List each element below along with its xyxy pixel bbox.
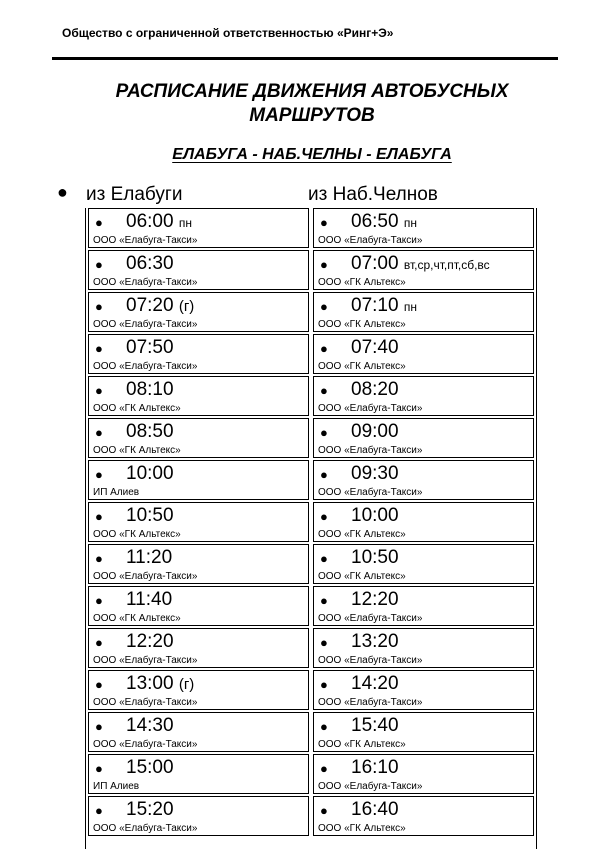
list-bullet-icon: ● xyxy=(57,182,68,202)
departure-time: 13:00 xyxy=(126,673,174,694)
departure-time: 15:40 xyxy=(351,715,399,736)
carrier-name: ООО «Елабуга-Такси» xyxy=(93,655,198,666)
departure-time: 10:50 xyxy=(351,547,399,568)
carrier-name: ООО «Елабуга-Такси» xyxy=(93,235,198,246)
header-divider xyxy=(52,57,558,60)
departure-time-line xyxy=(126,757,174,779)
page-title-line-1: РАСПИСАНИЕ ДВИЖЕНИЯ АВТОБУСНЫХ xyxy=(115,81,509,102)
departure-time-line xyxy=(126,379,174,401)
schedule-cell-from-chelny xyxy=(313,460,534,500)
schedule-cell-from-chelny xyxy=(313,376,534,416)
departure-days-note: пн xyxy=(178,216,192,230)
carrier-name: ООО «ГК Альтекс» xyxy=(318,739,406,750)
carrier-name: ООО «Елабуга-Такси» xyxy=(93,739,198,750)
bullet-icon: ● xyxy=(95,803,103,818)
bullet-icon: ● xyxy=(320,299,328,314)
departure-time-line xyxy=(126,253,174,275)
bullet-icon: ● xyxy=(320,215,328,230)
bullet-icon: ● xyxy=(95,425,103,440)
departure-time-line xyxy=(351,757,399,779)
bullet-icon: ● xyxy=(320,551,328,566)
schedule-cell-from-elabuga xyxy=(88,712,309,752)
departure-days-note: пн xyxy=(403,216,417,230)
table-outer-border-left xyxy=(85,208,86,849)
carrier-name: ООО «ГК Альтекс» xyxy=(318,571,406,582)
departure-time-line xyxy=(126,505,174,527)
schedule-cell-from-chelny xyxy=(313,418,534,458)
departure-time-line xyxy=(351,589,399,611)
schedule-cell-from-elabuga xyxy=(88,418,309,458)
departure-time: 07:10 xyxy=(351,295,399,316)
schedule-cell-from-elabuga xyxy=(88,754,309,794)
company-name: Общество с ограниченной ответственностью «Ринг+Э» xyxy=(62,26,394,40)
carrier-name: ООО «Елабуга-Такси» xyxy=(93,319,198,330)
bullet-icon: ● xyxy=(320,467,328,482)
bullet-icon: ● xyxy=(320,383,328,398)
carrier-name: ООО «ГК Альтекс» xyxy=(93,529,181,540)
schedule-cell-from-chelny xyxy=(313,586,534,626)
schedule-table xyxy=(85,208,537,849)
departure-time: 07:50 xyxy=(126,337,174,358)
departure-time-line xyxy=(351,631,399,653)
schedule-cell-from-elabuga xyxy=(88,460,309,500)
carrier-name: ООО «ГК Альтекс» xyxy=(93,445,181,456)
departure-time: 08:20 xyxy=(351,379,399,400)
bullet-icon: ● xyxy=(320,635,328,650)
departure-time-line xyxy=(351,337,399,359)
carrier-name: ООО «ГК Альтекс» xyxy=(318,823,406,834)
bullet-icon: ● xyxy=(95,551,103,566)
schedule-cell-from-chelny xyxy=(313,754,534,794)
carrier-name: ИП Алиев xyxy=(93,781,140,792)
bullet-icon: ● xyxy=(95,383,103,398)
carrier-name: ООО «ГК Альтекс» xyxy=(318,529,406,540)
departure-time-line xyxy=(351,547,399,569)
bullet-icon: ● xyxy=(95,509,103,524)
carrier-name: ИП Алиев xyxy=(93,487,140,498)
departure-time: 12:20 xyxy=(351,589,399,610)
schedule-cell-from-elabuga xyxy=(88,208,309,248)
schedule-cell-from-elabuga xyxy=(88,376,309,416)
departure-time-line xyxy=(126,463,174,485)
schedule-cell-from-chelny xyxy=(313,712,534,752)
route-name: ЕЛАБУГА - НАБ.ЧЕЛНЫ - ЕЛАБУГА xyxy=(172,146,452,163)
carrier-name: ООО «Елабуга-Такси» xyxy=(93,697,198,708)
carrier-name: ООО «Елабуга-Такси» xyxy=(318,445,423,456)
departure-time: 14:30 xyxy=(126,715,174,736)
schedule-cell-from-chelny xyxy=(313,628,534,668)
carrier-name: ООО «Елабуга-Такси» xyxy=(318,655,423,666)
departure-time-line xyxy=(126,421,174,443)
schedule-cell-from-elabuga xyxy=(88,796,309,836)
departure-time: 07:20 xyxy=(126,295,174,316)
carrier-name: ООО «Елабуга-Такси» xyxy=(93,361,198,372)
schedule-cell-from-elabuga xyxy=(88,628,309,668)
carrier-name: ООО «Елабуга-Такси» xyxy=(93,823,198,834)
carrier-name: ООО «ГК Альтекс» xyxy=(318,319,406,330)
departure-time: 10:00 xyxy=(351,505,399,526)
departure-time: 06:00 xyxy=(126,211,174,232)
departure-time-line xyxy=(351,421,399,443)
departure-time-line xyxy=(126,673,194,696)
schedule-cell-from-chelny xyxy=(313,796,534,836)
bullet-icon: ● xyxy=(95,761,103,776)
bullet-icon: ● xyxy=(95,593,103,608)
departure-time: 09:00 xyxy=(351,421,399,442)
bullet-icon: ● xyxy=(95,635,103,650)
bullet-icon: ● xyxy=(95,215,103,230)
departure-time: 06:30 xyxy=(126,253,174,274)
carrier-name: ООО «ГК Альтекс» xyxy=(93,403,181,414)
bullet-icon: ● xyxy=(95,719,103,734)
schedule-cell-from-elabuga xyxy=(88,544,309,584)
departure-time: 08:10 xyxy=(126,379,174,400)
departure-time-line xyxy=(126,715,174,737)
schedule-cell-from-chelny xyxy=(313,250,534,290)
schedule-cell-from-elabuga xyxy=(88,250,309,290)
departure-time-line xyxy=(351,673,399,695)
departure-time-line xyxy=(351,379,399,401)
carrier-name: ООО «ГК Альтекс» xyxy=(93,613,181,624)
schedule-grid xyxy=(88,208,534,838)
schedule-cell-from-chelny xyxy=(313,670,534,710)
departure-time: 07:00 xyxy=(351,253,399,274)
departure-days-note: (г) xyxy=(178,298,195,315)
schedule-cell-from-chelny xyxy=(313,208,534,248)
departure-time-line xyxy=(126,799,174,821)
departure-time: 06:50 xyxy=(351,211,399,232)
departure-time: 12:20 xyxy=(126,631,174,652)
departure-time: 10:50 xyxy=(126,505,174,526)
departure-time-line xyxy=(126,337,174,359)
departure-days-note: (г) xyxy=(178,676,195,693)
carrier-name: ООО «Елабуга-Такси» xyxy=(318,403,423,414)
schedule-cell-from-chelny xyxy=(313,544,534,584)
schedule-cell-from-chelny xyxy=(313,292,534,332)
departure-time: 16:10 xyxy=(351,757,399,778)
carrier-name: ООО «Елабуга-Такси» xyxy=(318,781,423,792)
bullet-icon: ● xyxy=(95,257,103,272)
departure-days-note: пн xyxy=(403,300,417,314)
page-title xyxy=(0,80,600,128)
column-heading-from-elabuga: из Елабуги xyxy=(86,184,183,205)
schedule-cell-from-elabuga xyxy=(88,334,309,374)
departure-time-line xyxy=(351,295,417,318)
bullet-icon: ● xyxy=(95,299,103,314)
departure-time-line xyxy=(351,463,399,485)
departure-time: 07:40 xyxy=(351,337,399,358)
bullet-icon: ● xyxy=(95,677,103,692)
departure-time-line xyxy=(351,505,399,527)
departure-time-line xyxy=(351,799,399,821)
column-heading-from-chelny: из Наб.Челнов xyxy=(308,184,438,205)
departure-time-line xyxy=(126,295,194,318)
departure-time-line xyxy=(126,631,174,653)
carrier-name: ООО «Елабуга-Такси» xyxy=(318,487,423,498)
departure-time: 11:40 xyxy=(126,589,173,610)
bullet-icon: ● xyxy=(95,341,103,356)
departure-time: 15:20 xyxy=(126,799,174,820)
carrier-name: ООО «Елабуга-Такси» xyxy=(318,235,423,246)
departure-days-note: вт,ср,чт,пт,сб,вс xyxy=(403,258,490,272)
departure-time-line xyxy=(126,589,172,611)
departure-time-line xyxy=(351,715,399,737)
page-title-line-2: МАРШРУТОВ xyxy=(249,105,375,126)
bullet-icon: ● xyxy=(320,341,328,356)
schedule-cell-from-chelny xyxy=(313,502,534,542)
departure-time: 16:40 xyxy=(351,799,399,820)
bullet-icon: ● xyxy=(320,719,328,734)
schedule-cell-from-chelny xyxy=(313,334,534,374)
carrier-name: ООО «ГК Альтекс» xyxy=(318,277,406,288)
bullet-icon: ● xyxy=(320,593,328,608)
carrier-name: ООО «Елабуга-Такси» xyxy=(318,697,423,708)
schedule-cell-from-elabuga xyxy=(88,292,309,332)
departure-time: 10:00 xyxy=(126,463,174,484)
departure-time: 13:20 xyxy=(351,631,399,652)
bullet-icon: ● xyxy=(95,467,103,482)
bullet-icon: ● xyxy=(320,803,328,818)
bullet-icon: ● xyxy=(320,509,328,524)
table-outer-border-right xyxy=(536,208,537,849)
departure-time-line xyxy=(126,547,172,569)
departure-time: 14:20 xyxy=(351,673,399,694)
departure-time: 15:00 xyxy=(126,757,174,778)
departure-time-line xyxy=(351,211,417,234)
bullet-icon: ● xyxy=(320,257,328,272)
departure-time: 09:30 xyxy=(351,463,399,484)
schedule-cell-from-elabuga xyxy=(88,586,309,626)
carrier-name: ООО «Елабуга-Такси» xyxy=(93,277,198,288)
carrier-name: ООО «Елабуга-Такси» xyxy=(318,613,423,624)
carrier-name: ООО «ГК Альтекс» xyxy=(318,361,406,372)
departure-time-line xyxy=(351,253,490,276)
bullet-icon: ● xyxy=(320,677,328,692)
schedule-cell-from-elabuga xyxy=(88,502,309,542)
schedule-cell-from-elabuga xyxy=(88,670,309,710)
departure-time: 11:20 xyxy=(126,547,173,568)
departure-time: 08:50 xyxy=(126,421,174,442)
departure-time-line xyxy=(126,211,192,234)
bullet-icon: ● xyxy=(320,425,328,440)
carrier-name: ООО «Елабуга-Такси» xyxy=(93,571,198,582)
bullet-icon: ● xyxy=(320,761,328,776)
